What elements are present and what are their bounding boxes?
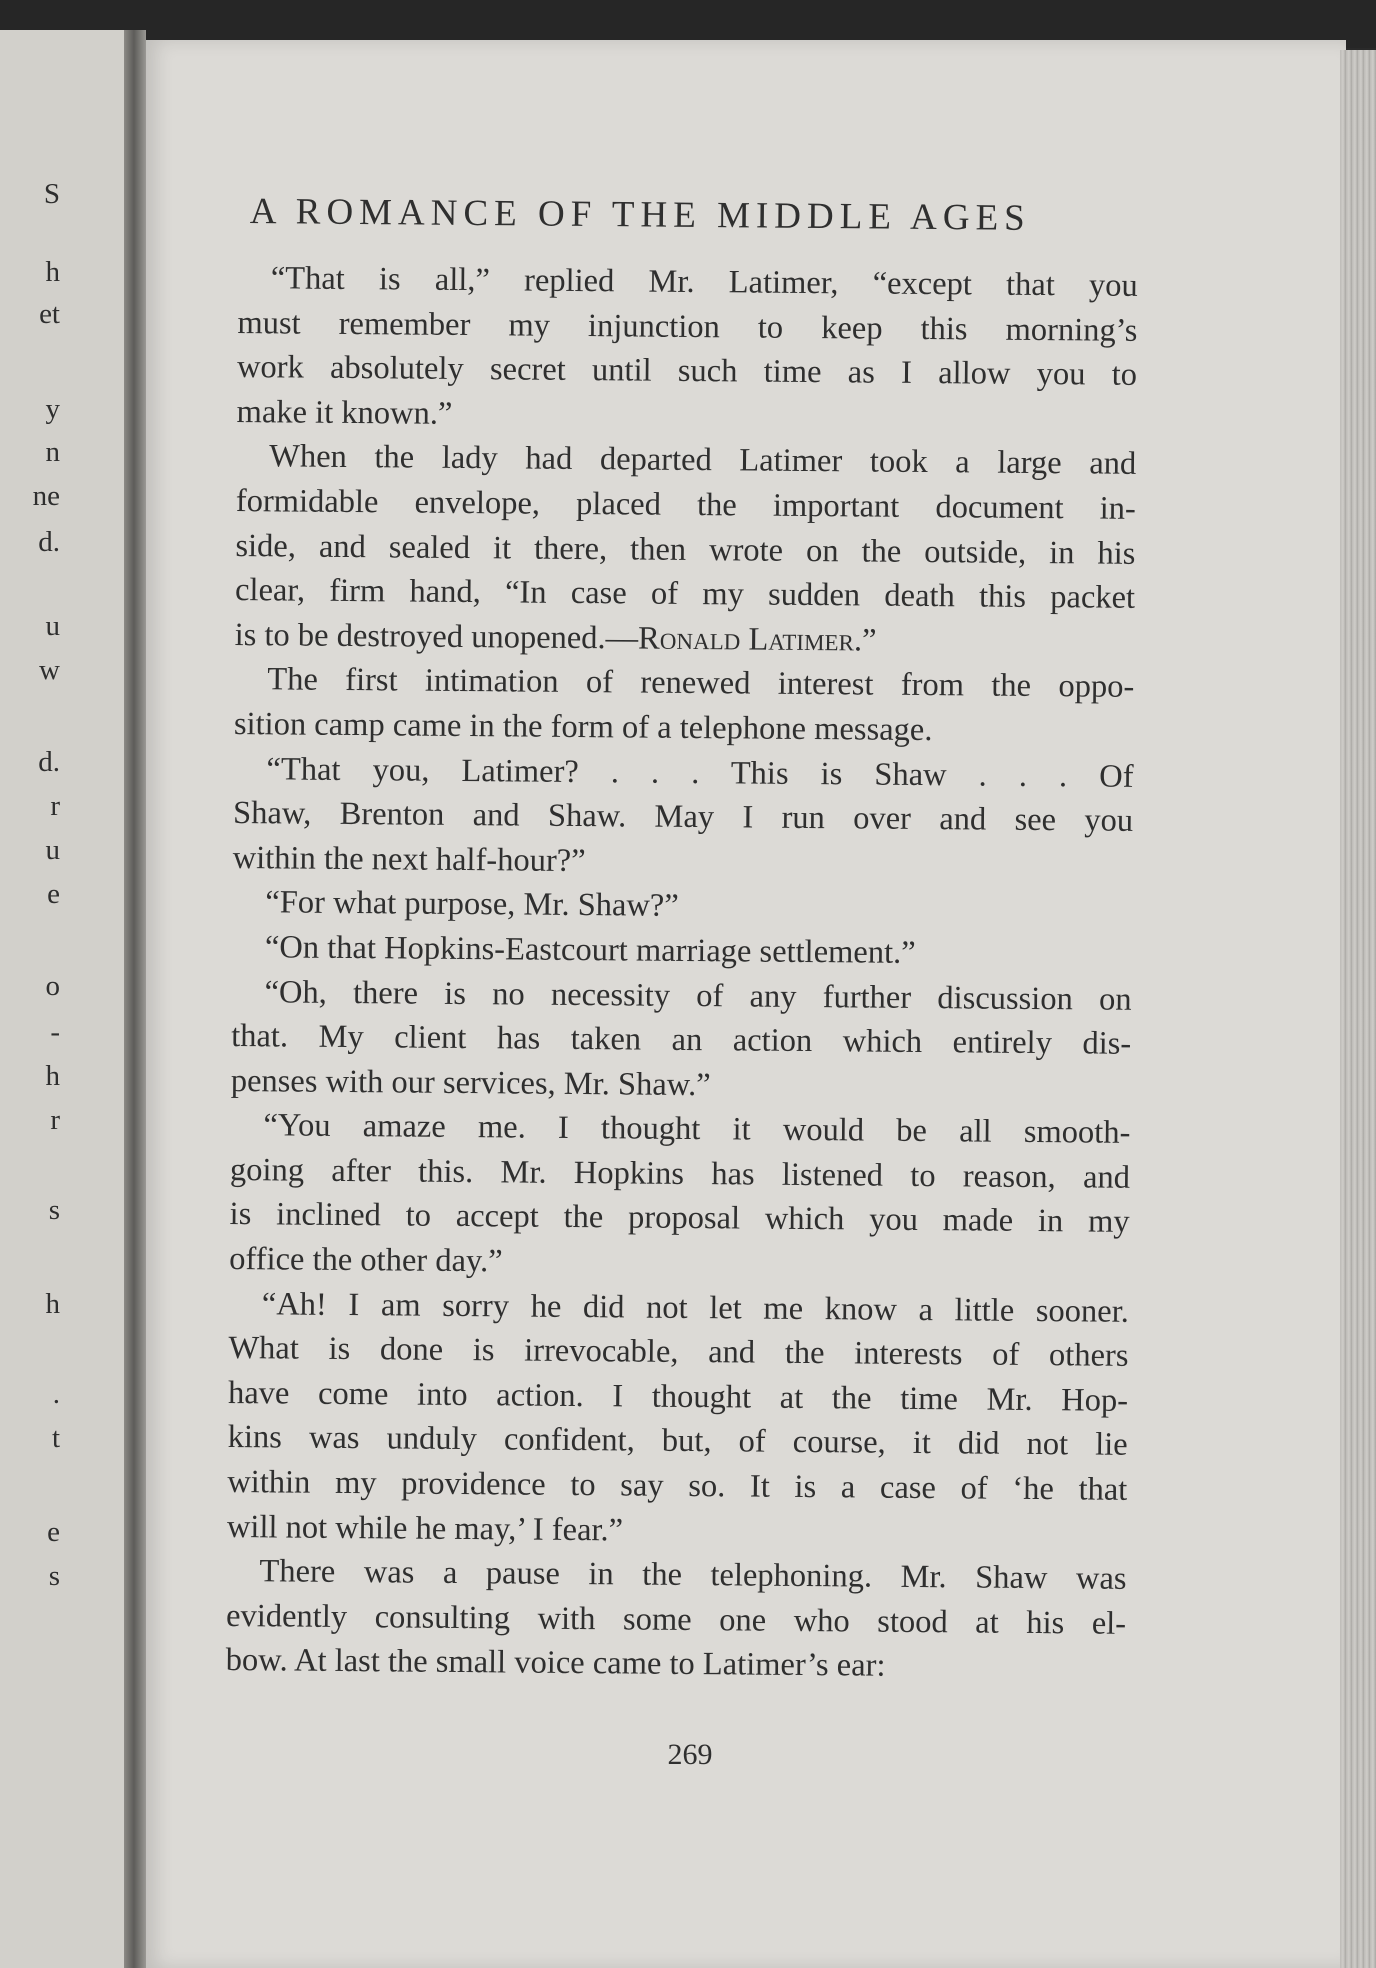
page-number: 269	[667, 1738, 713, 1771]
previous-page-fragment: d.	[38, 746, 60, 778]
text-line: “For what purpose, Mr. Shaw?”	[265, 884, 679, 925]
book-gutter	[124, 30, 146, 1968]
text-line: “That is all,” replied Mr. Latimer, “except that you	[270, 260, 1138, 304]
text-line: office the other day.”	[229, 1241, 503, 1280]
previous-page-fragment: h	[45, 1060, 60, 1092]
previous-page-fragment: -	[50, 1016, 60, 1048]
text-line: kins was unduly confident, but, of course, it did not lie	[227, 1419, 1128, 1464]
text-line: going after this. Mr. Hopkins has listened to reason, and	[229, 1151, 1131, 1196]
text-line: must remember my injunction to keep this morning’s	[237, 304, 1138, 349]
text-line: “You amaze me. I thought it would be all smooth-	[263, 1107, 1131, 1152]
text-line: The first intimation of renewed interest from the oppo-	[267, 661, 1135, 706]
text-line: evidently consulting with some one who stood at his el-	[225, 1597, 1127, 1642]
running-head: A ROMANCE OF THE MIDDLE AGES	[249, 190, 1031, 239]
text-line: that. My client has taken an action which entirely dis-	[231, 1018, 1132, 1062]
text-line: sition camp came in the form of a telephone message.	[233, 705, 933, 749]
previous-page-fragment: h	[45, 256, 60, 288]
text-line: within my providence to say so. It is a case of ‘he that	[227, 1463, 1128, 1508]
previous-page-fragment: w	[39, 654, 60, 686]
text-line: “Oh, there is no necessity of any further discussion on	[264, 973, 1132, 1018]
text-line: “On that Hopkins-Eastcourt marriage settlement.”	[264, 929, 916, 971]
previous-page-fragment: .	[52, 1378, 60, 1410]
page-edges	[1340, 50, 1376, 1968]
text-line: formidable envelope, placed the important document in-	[235, 482, 1136, 527]
text-line: will not while he may,’ I fear.”	[226, 1508, 624, 1549]
previous-page-fragment: r	[50, 1104, 60, 1136]
text-line: Shaw, Brenton and Shaw. May I run over and see you	[232, 795, 1134, 839]
text-line: make it known.”	[236, 393, 453, 432]
text-line: There was a pause in the telephoning. Mr. Shaw was	[259, 1553, 1127, 1598]
text-line: What is done is irrevocable, and the interests of others	[228, 1330, 1129, 1375]
text-line: penses with our services, Mr. Shaw.”	[230, 1062, 711, 1103]
previous-page-fragment: r	[50, 790, 60, 822]
signature-name: Ronald Latimer	[637, 620, 855, 659]
body-text	[226, 256, 1138, 1691]
previous-page-fragment: u	[45, 610, 60, 642]
previous-page-text-fragments	[0, 0, 60, 1968]
text-line: When the lady had departed Latimer took a large and	[269, 438, 1137, 483]
text-line: work absolutely secret until such time as I allow you to	[236, 349, 1138, 394]
previous-page-fragment: t	[51, 1422, 60, 1454]
text-line: is inclined to accept the proposal which you made in my	[229, 1196, 1130, 1241]
text-line: clear, firm hand, “In case of my sudden death this packet	[234, 572, 1136, 616]
text-line: “That you, Latimer? . . . This is Shaw . . . Of	[266, 750, 1134, 795]
previous-page-fragment: u	[45, 834, 60, 866]
previous-page-fragment: h	[45, 1288, 60, 1320]
previous-page-fragment: n	[45, 436, 60, 468]
previous-page-fragment: e	[47, 1516, 60, 1548]
text-line: within the next half-hour?”	[232, 839, 586, 879]
text-line: have come into action. I thought at the time Mr. Hop-	[227, 1374, 1129, 1419]
previous-page-fragment: o	[45, 970, 60, 1002]
text-line: is to be destroyed unopened.—Ronald Latimer.”	[234, 616, 877, 659]
text-line: side, and sealed it there, then wrote on the outside, in his	[235, 527, 1136, 572]
previous-page-fragment: e	[47, 878, 60, 910]
previous-page-fragment: et	[39, 298, 60, 330]
previous-page-fragment: s	[48, 1560, 60, 1592]
previous-page-fragment: y	[45, 393, 60, 425]
previous-page-fragment: S	[43, 178, 60, 210]
previous-page-fragment: s	[48, 1194, 60, 1226]
text-line: “Ah! I am sorry he did not let me know a little sooner.	[261, 1285, 1129, 1330]
previous-page-fragment: d.	[38, 526, 60, 558]
text-line: bow. At last the small voice came to Latimer’s ear:	[225, 1642, 886, 1685]
previous-page-fragment: ne	[32, 480, 60, 512]
